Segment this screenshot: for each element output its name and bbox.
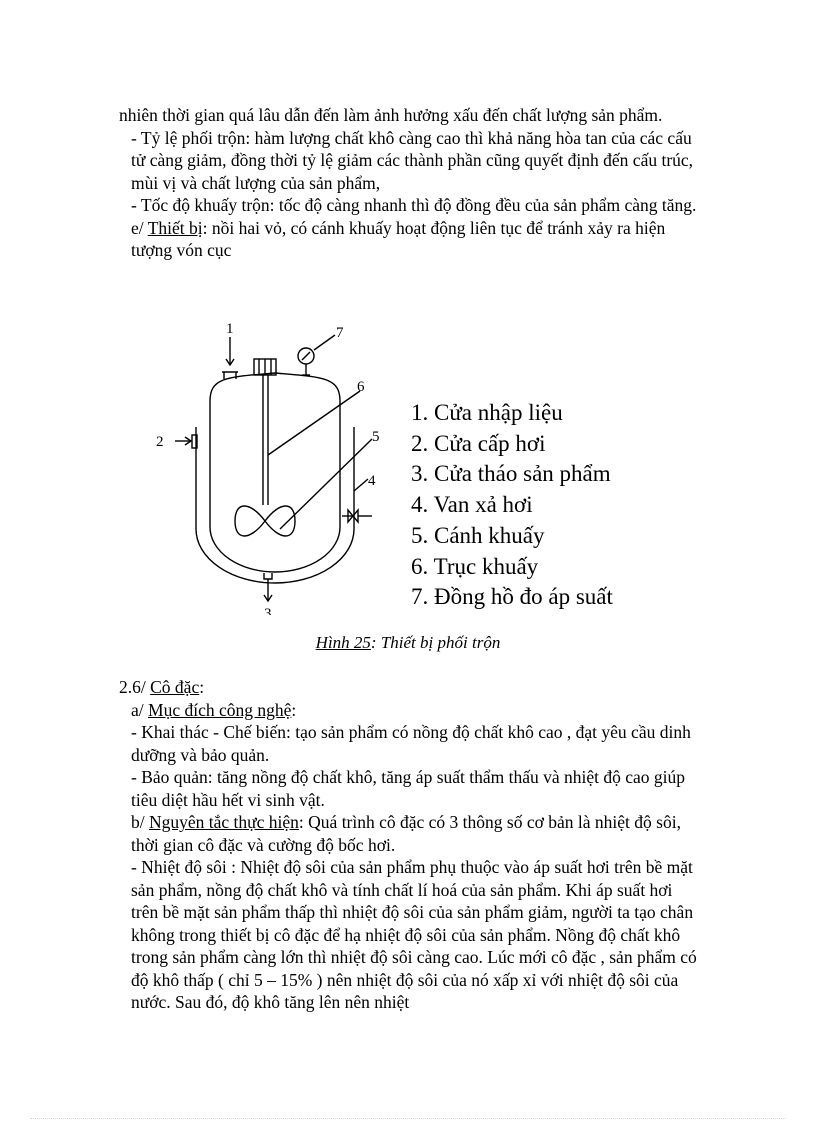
outlet-nozzle xyxy=(264,573,272,579)
callout-6: 6 xyxy=(357,379,365,395)
equipment-title: Thiết bị xyxy=(147,217,203,238)
shaft-leader xyxy=(268,391,360,455)
principle-label: b/ xyxy=(131,812,149,832)
callout-2: 2 xyxy=(156,434,164,450)
paragraph-preservation: - Bảo quản: tăng nồng độ chất khô, tăng áp suất thẩm thấu và nhiệt độ cao giúp tiêu diệt hầu hết vi sinh vật. xyxy=(131,767,686,810)
legend-item: 3. Cửa tháo sản phẩm xyxy=(411,461,611,487)
principle-title: Nguyên tắc thực hiện xyxy=(149,812,299,832)
subheading-purpose xyxy=(119,699,699,722)
paragraph-principle xyxy=(119,811,699,856)
legend-item: 2. Cửa cấp hơi xyxy=(411,430,546,456)
caption-text: : Thiết bị phối trộn xyxy=(370,633,501,652)
section-number: 2.6/ xyxy=(119,677,151,697)
figure-caption xyxy=(0,633,816,653)
paragraph-continuation: nhiên thời gian quá lâu dẫn đến làm ảnh hưởng xấu đến chất lượng sản phẩm. xyxy=(119,105,663,125)
purpose-colon: : xyxy=(291,699,297,720)
callout-4: 4 xyxy=(368,473,376,489)
paragraph-equipment xyxy=(119,217,699,262)
paragraph-mixing-ratio: - Tỷ lệ phối trộn: hàm lượng chất khô càng cao thì khả năng hòa tan của các cấu tử càng giảm, đồng thời tỷ lệ giảm các thành phần cũng quyết định đến cấu trúc, mùi vị và chất lượng của sản phẩm, xyxy=(131,127,694,193)
legend-item: 4. Van xả hơi xyxy=(411,492,533,518)
callout-1: 1 xyxy=(226,321,234,337)
equipment-text: : nồi hai vỏ, có cánh khuấy hoạt động liên tục để tránh xảy ra hiện tượng vón cục xyxy=(131,217,666,260)
principle-text: : Quá trình cô đặc có 3 thông số cơ bản là nhiệt độ sôi, thời gian cô đặc và cường độ bốc hơi. xyxy=(131,812,681,855)
text-block-bottom xyxy=(119,676,699,1014)
inner-vessel xyxy=(210,373,340,572)
callout-5: 5 xyxy=(372,429,380,445)
callout-7: 7 xyxy=(336,325,344,341)
stirrer-paddle xyxy=(235,506,295,536)
figure-legend xyxy=(411,398,613,613)
section-title: Cô đặc xyxy=(150,677,200,697)
paragraph-boiling-point: - Nhiệt độ sôi : Nhiệt độ sôi của sản phẩm phụ thuộc vào áp suất hơi trên bề mặt sản phẩm, nồng độ chất khô và tính chất lí hoá của sản phẩm. Khi áp suất hơi trên bề mặt sản phẩm thấp thì nhiệt độ sôi của sản phẩm giảm, người ta tạo chân không trong thiết bị cô đặc để hạ nhiệt độ sôi của sản phẩm. Nồng độ chất khô trong sản phẩm càng lớn thì nhiệt độ sôi càng cao. Lúc mới cô đặc , sản phẩm có độ khô thấp ( chỉ 5 – 15% ) nên nhiệt độ sôi của nó xấp xỉ với nhiệt độ sôi của nước. Sau đó, độ khô tăng lên nên nhiệt xyxy=(131,857,697,1012)
caption-label: Hình 25 xyxy=(315,633,371,652)
section-colon: : xyxy=(199,677,205,697)
legend-item: 5. Cánh khuấy xyxy=(411,522,545,548)
page-bottom-divider xyxy=(30,1118,786,1119)
paragraph-stirring-speed: - Tốc độ khuấy trộn: tốc độ càng nhanh thì độ đồng đều của sản phẩm càng tăng. xyxy=(131,195,697,215)
legend-item: 1. Cửa nhập liệu xyxy=(411,400,563,425)
callout-3: 3 xyxy=(264,606,272,615)
purpose-label: a/ xyxy=(131,699,149,720)
text-block-top xyxy=(119,104,699,262)
purpose-title: Mục đích công nghệ xyxy=(148,699,292,720)
legend-item: 6. Trục khuấy xyxy=(411,553,539,579)
legend-item: 7. Đồng hồ đo áp suất xyxy=(411,584,613,610)
section-heading xyxy=(119,676,699,699)
paragraph-extraction: - Khai thác - Chế biến: tạo sản phẩm có nồng độ chất khô cao , đạt yêu cầu dinh dưỡng và bảo quản. xyxy=(131,722,691,765)
equipment-label: e/ xyxy=(131,217,148,238)
